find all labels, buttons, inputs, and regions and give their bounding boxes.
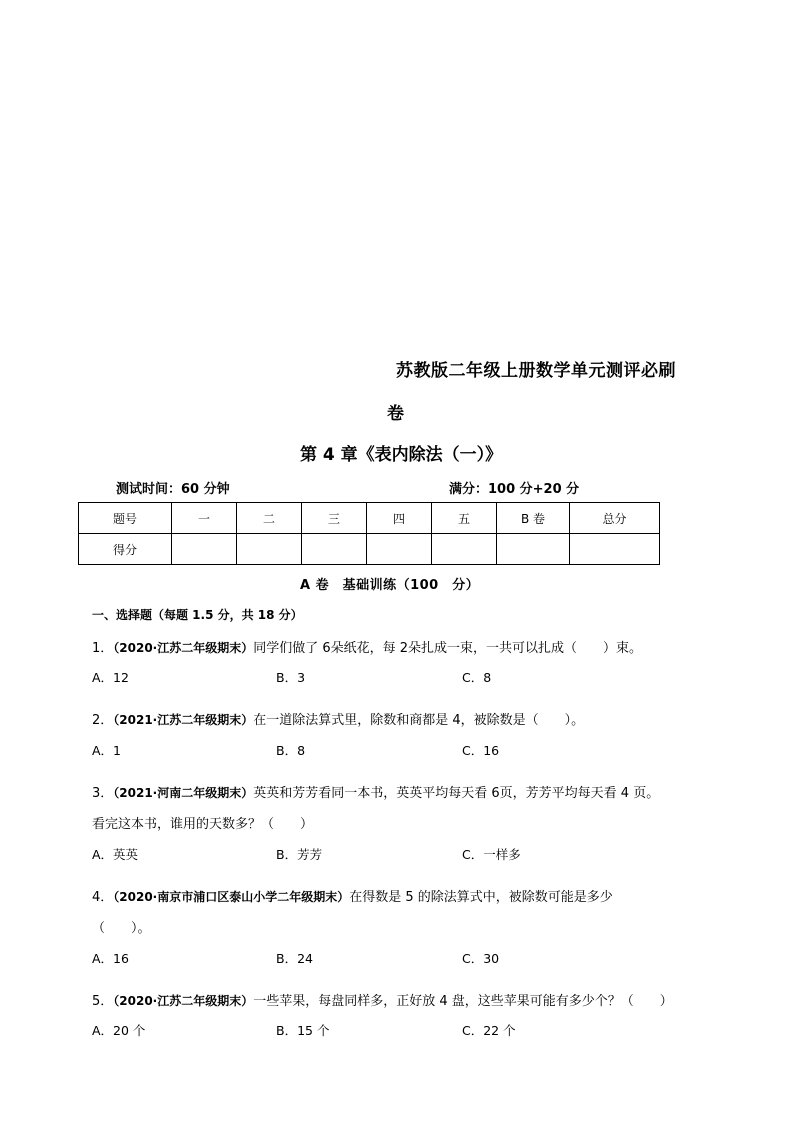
section-1-heading: 一、选择题（每题 1.5 分，共 18 分） bbox=[92, 608, 303, 622]
score-row-label: 得分 bbox=[79, 534, 172, 565]
score-table bbox=[78, 502, 660, 565]
question-number: 3． bbox=[92, 786, 114, 801]
question-source: （2021·河南二年级期末） bbox=[113, 786, 254, 800]
title-line-2: 卷 bbox=[387, 404, 404, 424]
question-text: 同学们做了 6朵纸花，每 2朵扎成一束，一共可以扎成（ ）束。 bbox=[253, 641, 643, 656]
option-a[interactable]: A．1 bbox=[92, 743, 122, 758]
score-input-cell[interactable] bbox=[497, 534, 570, 565]
score-header-cell: 总分 bbox=[570, 503, 660, 534]
question-text: 英英和芳芳看同一本书，英英平均每天看 6页，芳芳平均每天看 4 页。 bbox=[253, 786, 660, 801]
score-input-cell[interactable] bbox=[432, 534, 497, 565]
title-line-1: 苏教版二年级上册数学单元测评必刷 bbox=[396, 361, 676, 381]
question-number: 1． bbox=[92, 641, 114, 656]
score-header-cell: 五 bbox=[432, 503, 497, 534]
score-header-cell: 一 bbox=[172, 503, 237, 534]
question-source: （2020·江苏二年级期末） bbox=[113, 994, 254, 1008]
score-header-cell: 三 bbox=[302, 503, 367, 534]
score-input-cell[interactable] bbox=[237, 534, 302, 565]
question-4-continuation: （ ）。 bbox=[92, 921, 151, 936]
option-c[interactable]: C．22 个 bbox=[462, 1023, 516, 1038]
question-number: 2． bbox=[92, 713, 114, 728]
score-header-cell: 四 bbox=[367, 503, 432, 534]
question-source: （2021·江苏二年级期末） bbox=[113, 713, 254, 727]
option-c[interactable]: C．8 bbox=[462, 670, 492, 685]
question-number: 4． bbox=[92, 890, 114, 905]
option-b[interactable]: B．3 bbox=[276, 670, 306, 685]
option-a[interactable]: A．20 个 bbox=[92, 1023, 146, 1038]
option-a[interactable]: A．英英 bbox=[92, 847, 139, 862]
question-5 bbox=[92, 990, 673, 1009]
option-c[interactable]: C．16 bbox=[462, 743, 500, 758]
question-source: （2020·江苏二年级期末） bbox=[113, 641, 254, 655]
question-3-continuation: 看完这本书，谁用的天数多？（ ） bbox=[92, 817, 314, 832]
question-3 bbox=[92, 782, 659, 801]
score-input-cell[interactable] bbox=[367, 534, 432, 565]
option-a[interactable]: A．12 bbox=[92, 670, 129, 685]
option-c[interactable]: C．30 bbox=[462, 951, 500, 966]
question-4 bbox=[92, 886, 613, 905]
score-input-cell[interactable] bbox=[172, 534, 237, 565]
option-b[interactable]: B．15 个 bbox=[276, 1023, 330, 1038]
score-table-header-row bbox=[79, 503, 660, 534]
score-input-cell[interactable] bbox=[302, 534, 367, 565]
option-b[interactable]: B．芳芳 bbox=[276, 847, 323, 862]
question-text: 在得数是 5 的除法算式中，被除数可能是多少 bbox=[349, 890, 613, 905]
question-source: （2020·南京市浦口区泰山小学二年级期末） bbox=[113, 890, 350, 904]
score-input-cell[interactable] bbox=[570, 534, 660, 565]
option-b[interactable]: B．24 bbox=[276, 951, 313, 966]
question-number: 5． bbox=[92, 994, 114, 1009]
option-c[interactable]: C．一样多 bbox=[462, 847, 521, 862]
option-a[interactable]: A．16 bbox=[92, 951, 129, 966]
question-text: 一些苹果，每盘同样多，正好放 4 盘，这些苹果可能有多少个？（ ） bbox=[253, 994, 673, 1009]
option-b[interactable]: B．8 bbox=[276, 743, 306, 758]
test-time: 测试时间：60 分钟 bbox=[116, 482, 230, 497]
question-text: 在一道除法算式里，除数和商都是 4，被除数是（ ）。 bbox=[253, 713, 585, 728]
score-header-cell: B 卷 bbox=[497, 503, 570, 534]
question-2 bbox=[92, 709, 584, 728]
full-score: 满分：100 分+20 分 bbox=[449, 482, 580, 497]
question-1 bbox=[92, 637, 642, 656]
score-header-cell: 题号 bbox=[79, 503, 172, 534]
score-header-cell: 二 bbox=[237, 503, 302, 534]
chapter-title: 第 4 章《表内除法（一）》 bbox=[300, 445, 503, 465]
section-a-heading: A 卷 基础训练（100 分） bbox=[300, 578, 480, 593]
score-table-score-row bbox=[79, 534, 660, 565]
